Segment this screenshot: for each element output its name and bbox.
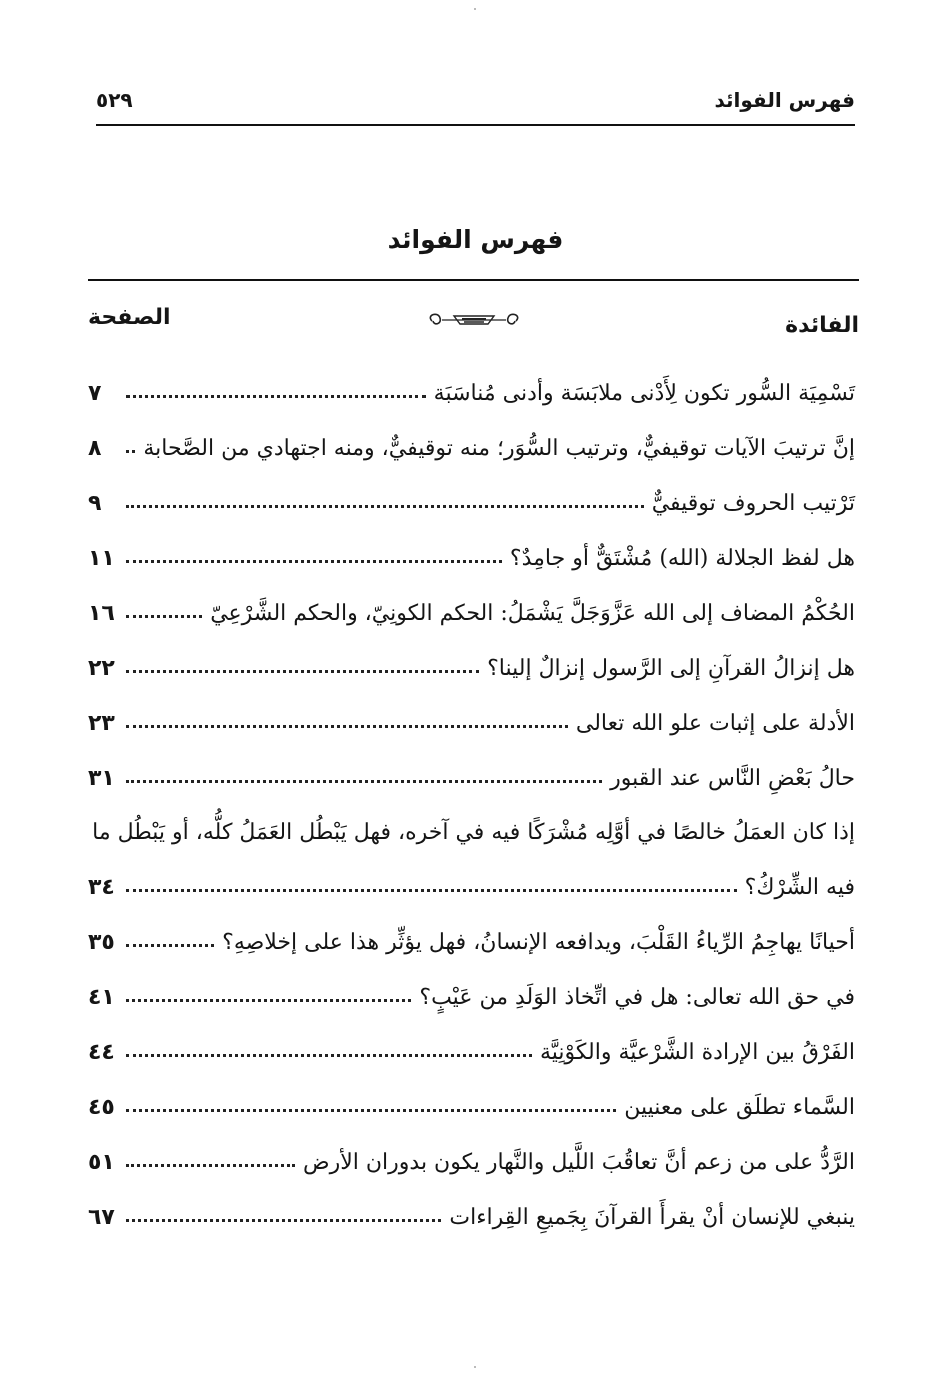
- entry-text: الحُكْمُ المضاف إلى الله عَزَّوَجَلَّ يَشْمَلُ: الحكم الكونِيّ، والحكم الشَّرْعِيّ: [210, 601, 855, 626]
- entry-page: ٤١: [88, 985, 115, 1010]
- entry-text-continuation: فيه الشِّرْكُ؟: [744, 875, 855, 900]
- index-entry: [88, 1135, 855, 1190]
- index-entry: [88, 1190, 855, 1245]
- entry-text: أحيانًا يهاجِمُ الرِّياءُ القَلْبَ، ويدافعه الإنسانُ، فهل يؤثِّر هذا على إخلاصِهِ؟: [222, 930, 855, 955]
- leader-dots: [126, 944, 214, 947]
- leader-dots: [126, 1164, 295, 1167]
- entry-text: إذا كان العمَلُ خالصًا في أوَّلِه مُشْرَكًا فيه في آخره، فهل يَبْطُل العَمَلُ كلُّه، أو يَبْطُل ما: [92, 820, 855, 845]
- index-entry: [88, 421, 855, 476]
- leader-dots: [126, 505, 644, 508]
- leader-dots: [126, 725, 568, 728]
- index-title: فهرس الفوائد: [387, 225, 564, 254]
- entry-text: الأدلة على إثبات علو الله تعالى: [575, 711, 855, 736]
- entry-page: ٢٣: [88, 711, 115, 736]
- entry-page: ٣٤: [88, 875, 115, 900]
- leader-dots: [126, 1109, 616, 1112]
- header-rule: [96, 124, 855, 126]
- leader-dots: [126, 670, 479, 673]
- leader-dots: [126, 889, 737, 892]
- entry-page: ١٦: [88, 601, 115, 626]
- running-header: [96, 88, 855, 124]
- index-entry: [88, 751, 855, 806]
- index-entry: [88, 476, 855, 531]
- entry-page: ٢٢: [88, 656, 115, 681]
- entry-text: هل إنزالُ القرآنِ إلى الرَّسول إنزالٌ إلينا؟: [487, 656, 855, 681]
- index-entry: [88, 1080, 855, 1135]
- index-entry: [88, 531, 855, 586]
- leader-dots: [126, 1219, 441, 1222]
- leader-dots: [126, 395, 426, 398]
- entry-text: تَرْتيب الحروف توقيفيٌّ: [651, 491, 855, 516]
- leader-dots: [126, 999, 411, 1002]
- index-entry: [88, 970, 855, 1025]
- index-entry: [88, 1025, 855, 1080]
- column-header-benefit: الفائدة: [785, 313, 859, 338]
- title-rule: [88, 279, 859, 281]
- leader-dots: [126, 1054, 532, 1057]
- entry-text: هل لفظ الجلالة (الله) مُشْتَقٌّ أو جامِدٌ؟: [509, 546, 855, 571]
- ornament-icon: [424, 307, 524, 333]
- index-entry: [88, 586, 855, 641]
- entry-page: ٦٧: [88, 1205, 115, 1230]
- entry-text: ينبغي للإنسان أنْ يقرأَ القرآنَ بِجَميعِ القِراءات: [449, 1205, 855, 1230]
- leader-dots: [126, 450, 135, 453]
- gutter-mark: [474, 8, 476, 10]
- entry-page: ٩: [88, 491, 102, 516]
- leader-dots: [126, 560, 502, 563]
- leader-dots: [126, 615, 202, 618]
- gutter-mark: [474, 1366, 476, 1368]
- entry-page: ٤٤: [88, 1040, 115, 1065]
- entry-text: السَّماء تطلَق على معنيين: [624, 1095, 855, 1120]
- entry-page: ٧: [88, 381, 102, 406]
- entry-text: الفَرْقُ بين الإرادة الشَّرْعيَّة والكَوْنِيَّة: [539, 1040, 855, 1065]
- entry-page: ١١: [88, 546, 115, 571]
- entry-text: إنَّ ترتيبَ الآيات توقيفيٌّ، وترتيب السُّوَر؛ منه توقيفيٌّ، ومنه اجتهادي من الصَّحابة: [143, 436, 855, 461]
- index-entry-continuation: [88, 860, 855, 915]
- index-entry: [88, 806, 855, 860]
- index-entry: [88, 915, 855, 970]
- entry-page: ٨: [88, 436, 102, 461]
- entry-text: الرَّدُّ على من زعم أنَّ تعاقُبَ اللَّيل والنَّهار يكون بدوران الأرض: [303, 1150, 855, 1175]
- index-list: [88, 366, 855, 1245]
- page-number: ٥٢٩: [96, 88, 133, 112]
- column-header-page: الصفحة: [88, 305, 171, 330]
- index-entry: [88, 641, 855, 696]
- index-entry: [88, 366, 855, 421]
- entry-page: ٥١: [88, 1150, 115, 1175]
- column-header: [88, 305, 859, 349]
- leader-dots: [126, 780, 602, 783]
- entry-text: في حق الله تعالى: هل في اتِّخاذ الوَلَدِ من عَيْبٍ؟: [419, 985, 855, 1010]
- entry-page: ٣٥: [88, 930, 115, 955]
- entry-text: تَسْمِيَة السُّور تكون لِأَدْنى ملابَسَة وأدنى مُناسَبَة: [433, 381, 855, 406]
- entry-text: حالُ بَعْضِ النَّاس عند القبور: [610, 766, 855, 791]
- entry-page: ٣١: [88, 766, 115, 791]
- running-header-title: فهرس الفوائد: [714, 88, 855, 112]
- index-entry: [88, 696, 855, 751]
- entry-page: ٤٥: [88, 1095, 115, 1120]
